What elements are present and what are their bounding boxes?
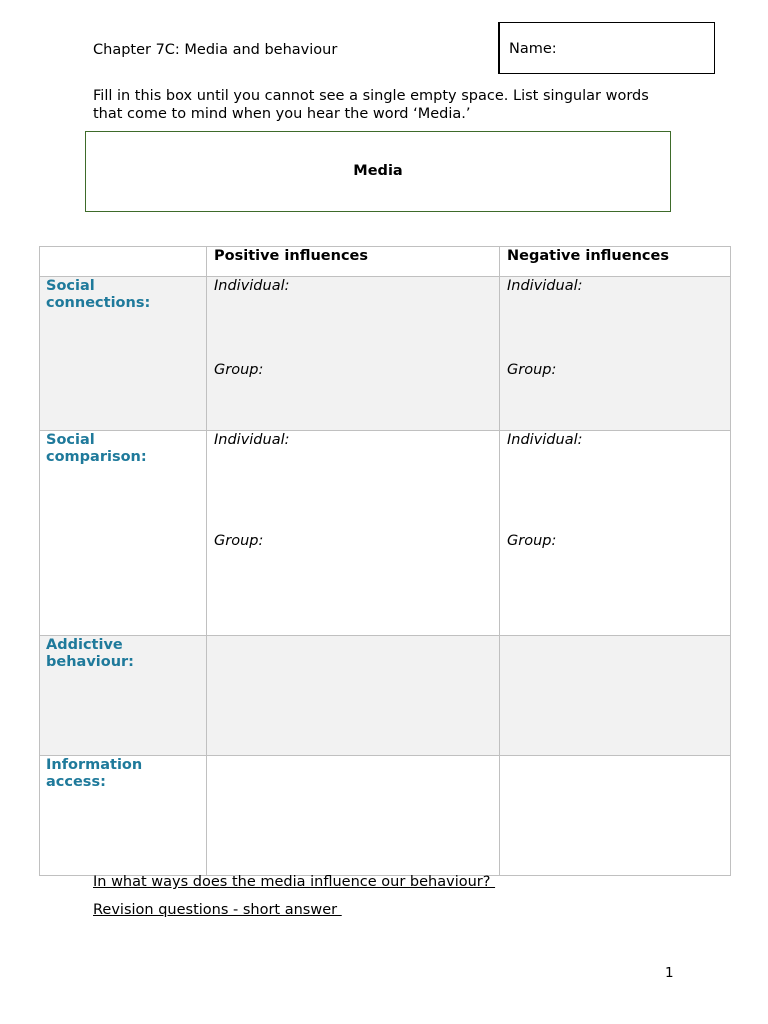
influences-table	[39, 246, 731, 876]
row-label-information-access: Information access:	[46, 757, 143, 790]
page-number: 1	[665, 965, 674, 981]
media-box-label: Media	[353, 163, 403, 179]
table-row-social-connections	[40, 277, 731, 431]
row-label-social-comparison: Social comparison:	[46, 432, 147, 465]
row-label-addictive-behaviour: Addictive behaviour:	[46, 637, 134, 670]
name-field[interactable]	[498, 22, 715, 74]
table-header-empty	[40, 247, 207, 277]
media-brainstorm-box[interactable]	[85, 131, 671, 212]
question-media-influence: In what ways does the media influence our behaviour?	[93, 874, 496, 890]
individual-label: Individual:	[507, 278, 583, 294]
table-row-social-comparison	[40, 431, 731, 636]
row-label-cell	[40, 636, 207, 756]
positive-addictive-behaviour-cell[interactable]	[207, 636, 500, 756]
positive-information-access-cell[interactable]	[207, 756, 500, 876]
row-label-cell	[40, 756, 207, 876]
table-row-information-access	[40, 756, 731, 876]
negative-influences-header: Negative influences	[507, 248, 669, 264]
negative-addictive-behaviour-cell[interactable]	[500, 636, 731, 756]
individual-label: Individual:	[507, 432, 583, 448]
instructions-text: Fill in this box until you cannot see a single empty space. List singular words that come to mind when you hear the word ‘Media.’	[93, 88, 649, 122]
group-label: Group:	[507, 533, 557, 549]
revision-questions-heading: Revision questions - short answer	[93, 902, 342, 918]
table-header-row	[40, 247, 731, 277]
table-header-negative	[500, 247, 731, 277]
negative-information-access-cell[interactable]	[500, 756, 731, 876]
individual-label: Individual:	[214, 278, 290, 294]
negative-social-comparison-cell[interactable]	[500, 431, 731, 636]
table-header-positive	[207, 247, 500, 277]
row-label-cell	[40, 431, 207, 636]
positive-social-connections-cell[interactable]	[207, 277, 500, 431]
page-title: Chapter 7C: Media and behaviour	[93, 42, 338, 58]
positive-social-comparison-cell[interactable]	[207, 431, 500, 636]
group-label: Group:	[214, 533, 264, 549]
name-label: Name:	[509, 41, 557, 57]
row-label-social-connections: Social connections:	[46, 278, 151, 311]
individual-label: Individual:	[214, 432, 290, 448]
row-label-cell	[40, 277, 207, 431]
negative-social-connections-cell[interactable]	[500, 277, 731, 431]
group-label: Group:	[507, 362, 557, 378]
table-row-addictive-behaviour	[40, 636, 731, 756]
group-label: Group:	[214, 362, 264, 378]
positive-influences-header: Positive influences	[214, 248, 369, 264]
